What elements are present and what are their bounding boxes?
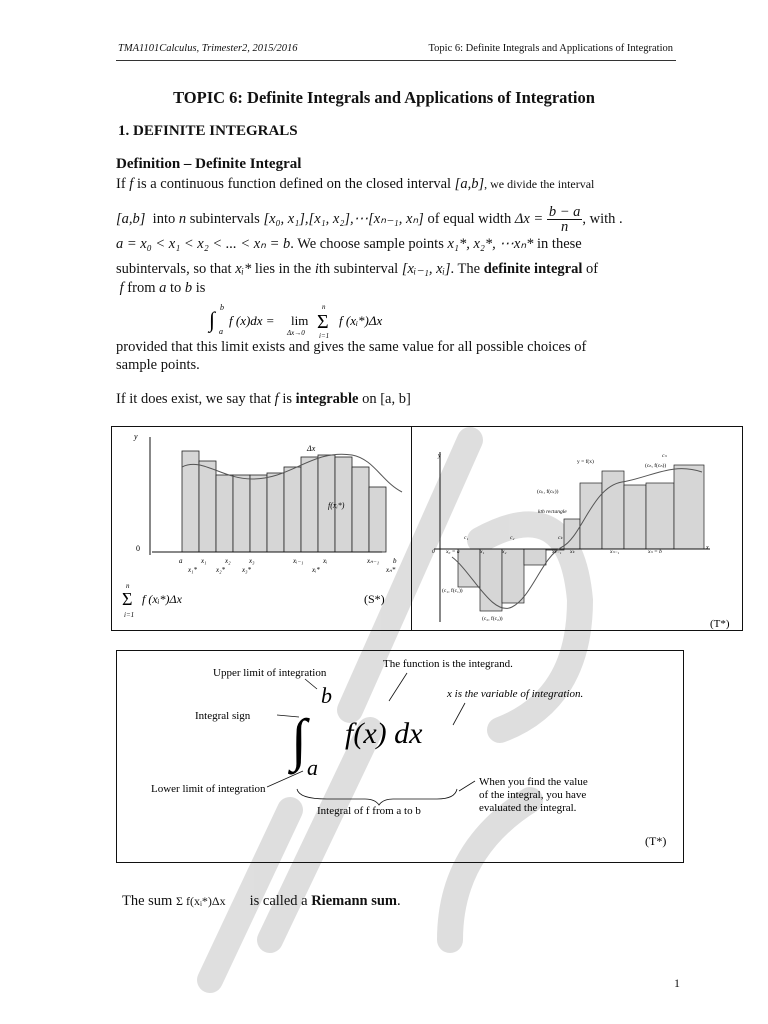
header-rule bbox=[116, 60, 676, 61]
fig1-sample-label: x₃* bbox=[242, 566, 252, 574]
svg-text:f (xᵢ*)Δx: f (xᵢ*)Δx bbox=[339, 313, 383, 328]
riemann-bar bbox=[216, 475, 233, 552]
svg-text:Σ: Σ bbox=[317, 311, 329, 333]
label-integrand: The function is the integrand. bbox=[383, 658, 513, 670]
label-integral-sign: Integral sign bbox=[195, 710, 251, 722]
definition-line-4: subintervals, so that xᵢ* lies in the ith subinterval [xᵢ₋₁, xᵢ]. The definite integral of bbox=[116, 261, 599, 277]
svg-text:a: a bbox=[219, 327, 223, 336]
fig1-zero: 0 bbox=[136, 544, 140, 553]
signed-bar bbox=[502, 549, 524, 603]
riemann-bar bbox=[284, 467, 301, 552]
svg-text:f (x)dx =: f (x)dx = bbox=[229, 313, 275, 328]
fig2-tick-label: xₙ = b bbox=[648, 549, 662, 555]
riemann-bar bbox=[267, 473, 284, 552]
fig2-c-label: c₂ bbox=[510, 535, 515, 541]
header-topic: Topic 6: Definite Integrals and Applications of Integration bbox=[428, 43, 673, 54]
label-upper-limit: Upper limit of integration bbox=[213, 667, 327, 679]
fig1-tick-label: x₃ bbox=[249, 557, 255, 565]
fig1-ticks bbox=[179, 557, 397, 565]
svg-text:∫: ∫ bbox=[209, 307, 216, 332]
definition-line-2: [a,b] into n subintervals [x₀, x₁],[x₁, x₂],⋯[xₙ₋₁, xₙ] of equal width Δx = $\frac{b - a}{n}$ , with . bbox=[116, 204, 623, 235]
signed-bar bbox=[524, 549, 546, 565]
integral-notation-figure bbox=[117, 651, 683, 862]
fig1-sum-expr: f (xᵢ*)Δx bbox=[142, 592, 182, 606]
signed-bar bbox=[580, 483, 602, 549]
fig1-dx-label: Δx bbox=[307, 444, 316, 453]
riemann-bars bbox=[182, 451, 386, 552]
fig1-tick-label: xᵢ bbox=[323, 557, 328, 565]
fig2-tick-label: xₙ₋₁ bbox=[610, 549, 620, 555]
definite-integral-formula bbox=[205, 300, 405, 340]
fig1-tick-label: xₙ₋₁ bbox=[367, 557, 380, 565]
riemann-sum-line: The sum Σ f(xᵢ*)Δx is called a Riemann sum. bbox=[122, 893, 401, 909]
fig2-tick-label: x₂ bbox=[502, 549, 507, 555]
fig2-c-label: cₖ bbox=[558, 535, 563, 541]
lower-limit-a: a bbox=[307, 755, 318, 780]
page-title: TOPIC 6: Definite Integrals and Applications of Integration bbox=[173, 88, 595, 107]
fig1-fxi-label: f(xᵢ*) bbox=[328, 501, 345, 510]
fig2-point-2: (c₂, f(c₂)) bbox=[482, 616, 503, 622]
fig2-tick-label: x₁ bbox=[480, 549, 485, 555]
fig1-tag: (S*) bbox=[364, 592, 385, 606]
fig1-y-label: y bbox=[134, 432, 138, 441]
definition-line-3: a = x₀ < x₁ < x₂ < ... < xₙ = b. We choose sample points x₁*, x₂*, ⋯xₙ* in these bbox=[116, 236, 582, 252]
fig2-tick-label: xₖ₋₁ bbox=[552, 549, 562, 555]
signed-bar bbox=[624, 485, 646, 549]
fig2-c-label: c₁ bbox=[464, 535, 469, 541]
fig1-sample-label: x₂* bbox=[216, 566, 226, 574]
fig3-tag: (T*) bbox=[645, 834, 667, 848]
fig1-tick-label: b bbox=[393, 557, 397, 565]
riemann-bar bbox=[369, 487, 386, 552]
signed-bar bbox=[458, 549, 480, 587]
fig2-y-label: y bbox=[438, 453, 441, 459]
riemann-bar bbox=[199, 461, 216, 552]
fig1-sum-top: n bbox=[126, 582, 130, 590]
fig1-sample-label: xₙ* bbox=[386, 566, 396, 574]
section-heading: 1. DEFINITE INTEGRALS bbox=[118, 123, 298, 139]
provided-line-1: provided that this limit exists and gives the same value for all possible choices of bbox=[116, 339, 587, 355]
svg-text:lim: lim bbox=[291, 313, 309, 328]
definition-heading: Definition – Definite Integral bbox=[116, 156, 302, 172]
fig2-tick-label: xₖ bbox=[570, 549, 575, 555]
definition-line-5: f from a to b is bbox=[119, 280, 206, 296]
header-course: TMA1101Calculus, Trimester2, 2015/2016 bbox=[118, 43, 298, 54]
fig1-sample-label: x₁* bbox=[188, 566, 198, 574]
page-number: 1 bbox=[674, 976, 680, 990]
upper-limit-b: b bbox=[321, 683, 332, 708]
signed-bars bbox=[458, 465, 704, 611]
signed-bar bbox=[646, 483, 674, 549]
fig1-sigma: Σ bbox=[122, 589, 133, 609]
integral-sign: ∫ bbox=[291, 707, 307, 772]
fig1-tick-label: xᵢ₋₁ bbox=[293, 557, 304, 565]
label-lower-limit: Lower limit of integration bbox=[151, 783, 266, 795]
svg-text:i=1: i=1 bbox=[319, 332, 330, 340]
fig2-x-label: x bbox=[706, 545, 709, 551]
label-integral-of: Integral of f from a to b bbox=[317, 805, 421, 817]
label-value-1: When you find the value bbox=[479, 776, 588, 788]
fig2-curve-label: y = f(x) bbox=[577, 459, 594, 465]
fig2-tick-label: 0 bbox=[432, 549, 435, 555]
fig1-tick-label: a bbox=[179, 557, 183, 565]
svg-text:Δx→0: Δx→0 bbox=[287, 329, 305, 337]
fig2-tag: (T*) bbox=[710, 618, 730, 630]
svg-text:n: n bbox=[322, 303, 326, 311]
svg-text:b: b bbox=[220, 303, 224, 312]
definition-line-1: If f is a continuous function defined on the closed interval [a,b], we divide the interval bbox=[116, 176, 595, 192]
riemann-bar bbox=[233, 475, 250, 552]
fig2-kth-label: kth rectangle bbox=[538, 509, 567, 515]
fig2-tick-label: x₀ = a bbox=[446, 549, 460, 555]
integrable-line: If it does exist, we say that f is integrable on [a, b] bbox=[116, 391, 411, 407]
signed-bar bbox=[480, 549, 502, 611]
label-variable: x is the variable of integration. bbox=[447, 688, 584, 700]
label-value-2: of the integral, you have bbox=[479, 789, 587, 801]
fig2-point-1: (c₁, f(c₁)) bbox=[442, 588, 463, 594]
fig2-point-k: (cₖ, f(cₖ)) bbox=[537, 489, 559, 495]
riemann-bar bbox=[250, 475, 267, 552]
fig1-tick-label: x₁ bbox=[201, 557, 207, 565]
fig1-tick-label: x₂ bbox=[225, 557, 231, 565]
fig1-sample-label: xᵢ* bbox=[312, 566, 320, 574]
label-value-3: evaluated the integral. bbox=[479, 802, 577, 814]
provided-line-2: sample points. bbox=[116, 357, 200, 373]
riemann-sum-figure bbox=[112, 427, 410, 630]
signed-riemann-figure bbox=[412, 427, 742, 630]
fig2-point-n: (cₙ, f(cₙ)) bbox=[645, 463, 667, 469]
fig2-c-label: cₙ bbox=[662, 453, 667, 459]
riemann-sum-expression: Σ f(xᵢ*)Δx bbox=[175, 894, 226, 908]
riemann-bar bbox=[352, 467, 369, 552]
integrand-expression: f(x) dx bbox=[345, 717, 423, 750]
width-fraction: $\frac{b - a}{n}$ bbox=[548, 204, 581, 235]
signed-bar bbox=[674, 465, 704, 549]
fig1-samples bbox=[187, 566, 396, 574]
fig1-sum-bottom: i=1 bbox=[124, 611, 135, 619]
riemann-bar bbox=[301, 457, 318, 552]
